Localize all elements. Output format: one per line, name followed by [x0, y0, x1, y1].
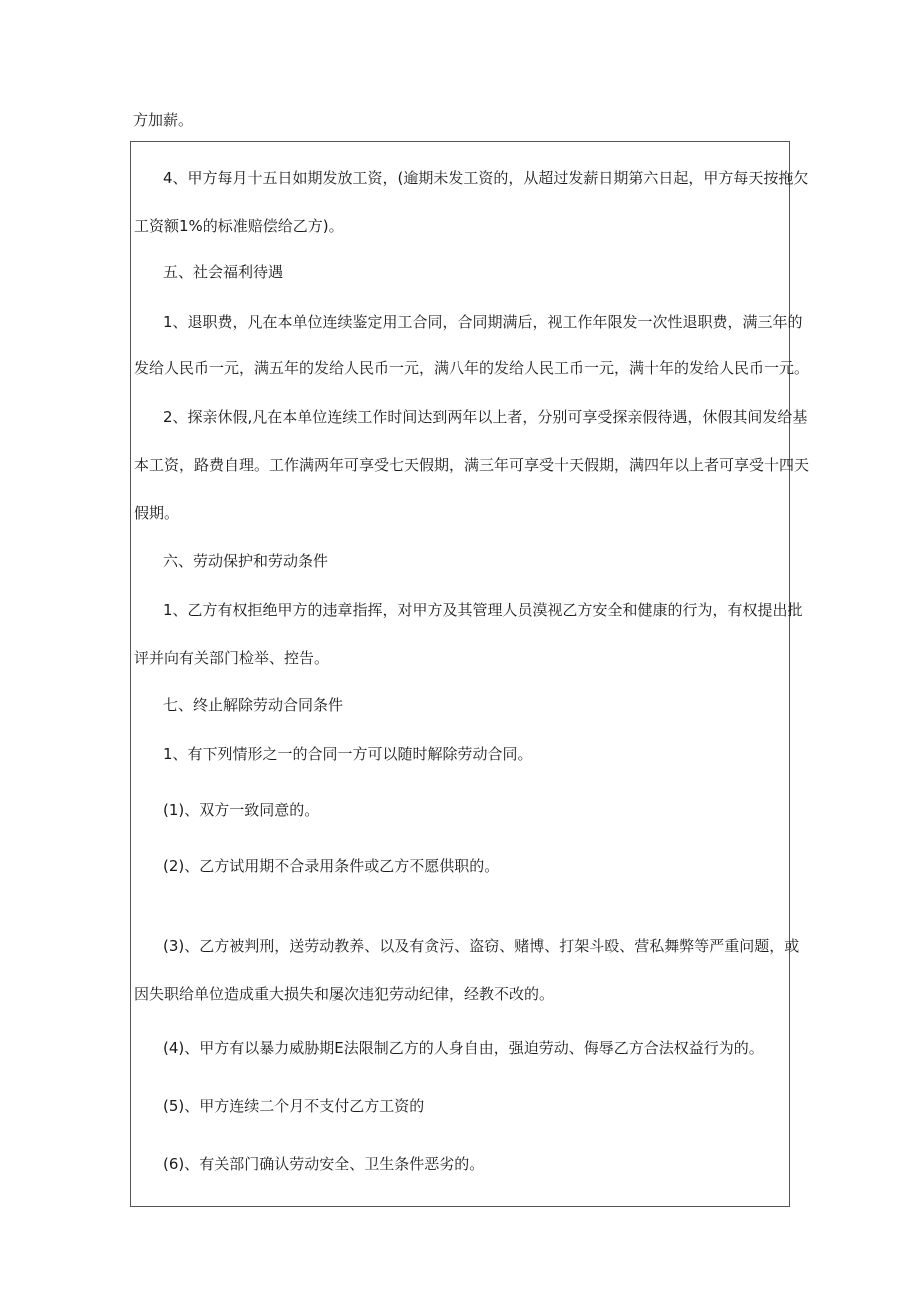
contract-text-frame — [130, 141, 810, 1207]
paragraph-severance-cont: 发给人民币一元，满五年的发给人民币一元，满八年的发给人民工币一元，满十年的发给人民币一元。 — [134, 359, 810, 377]
section-heading-welfare: 五、社会福利待遇 — [163, 263, 284, 281]
list-item-mutual-agreement: (1)、双方一致同意的。 — [163, 801, 320, 819]
section-heading-labor-protection: 六、劳动保护和劳动条件 — [163, 552, 329, 570]
paragraph-home-leave: 2、探亲休假,凡在本单位连续工作时间达到两年以上者，分别可享受探亲假待遇，休假其间发给基 — [163, 408, 808, 426]
list-item-misconduct: (3)、乙方被判刑，送劳动教养、以及有贪污、盗窃、赌博、打架斗殴、营私舞弊等严重问题，或 — [163, 937, 800, 955]
list-item-misconduct-cont: 因失职给单位造成重大损失和屡次违犯劳动纪律，经教不改的。 — [134, 985, 555, 1003]
paragraph-termination-conditions: 1、有下列情形之一的合同一方可以随时解除劳动合同。 — [163, 745, 533, 763]
paragraph-home-leave-end: 假期。 — [134, 504, 180, 522]
paragraph-home-leave-cont: 本工资，路费自理。工作满两年可享受七天假期，满三年可享受十天假期，满四年以上者可享受十四天 — [134, 456, 810, 474]
list-item-unpaid-wages: (5)、甲方连续二个月不支付乙方工资的 — [163, 1097, 425, 1115]
paragraph-salary-payment: 4、甲方每月十五日如期发放工资，(逾期未发工资的，从超过发薪日期第六日起，甲方每天按拖欠 — [163, 169, 809, 187]
preceding-paragraph-tail: 方加薪。 — [133, 111, 194, 129]
paragraph-severance: 1、退职费，凡在本单位连续鉴定用工合同，合同期满后，视工作年限发一次性退职费，满三年的 — [163, 313, 803, 331]
list-item-unsafe-conditions: (6)、有关部门确认劳动安全、卫生条件恶劣的。 — [163, 1155, 485, 1173]
paragraph-salary-payment-cont: 工资额1%的标准赔偿给乙方)。 — [134, 217, 344, 235]
paragraph-right-to-refuse: 1、乙方有权拒绝甲方的违章指挥，对甲方及其管理人员漠视乙方安全和健康的行为，有权提出批 — [163, 601, 803, 619]
section-heading-termination: 七、终止解除劳动合同条件 — [163, 696, 344, 714]
list-item-coercion: (4)、甲方有以暴力威胁期E法限制乙方的人身自由，强迫劳动、侮辱乙方合法权益行为的。 — [163, 1039, 764, 1057]
paragraph-right-to-refuse-cont: 评并向有关部门检举、控告。 — [134, 649, 330, 667]
list-item-probation: (2)、乙方试用期不合录用条件或乙方不愿供职的。 — [163, 857, 500, 875]
